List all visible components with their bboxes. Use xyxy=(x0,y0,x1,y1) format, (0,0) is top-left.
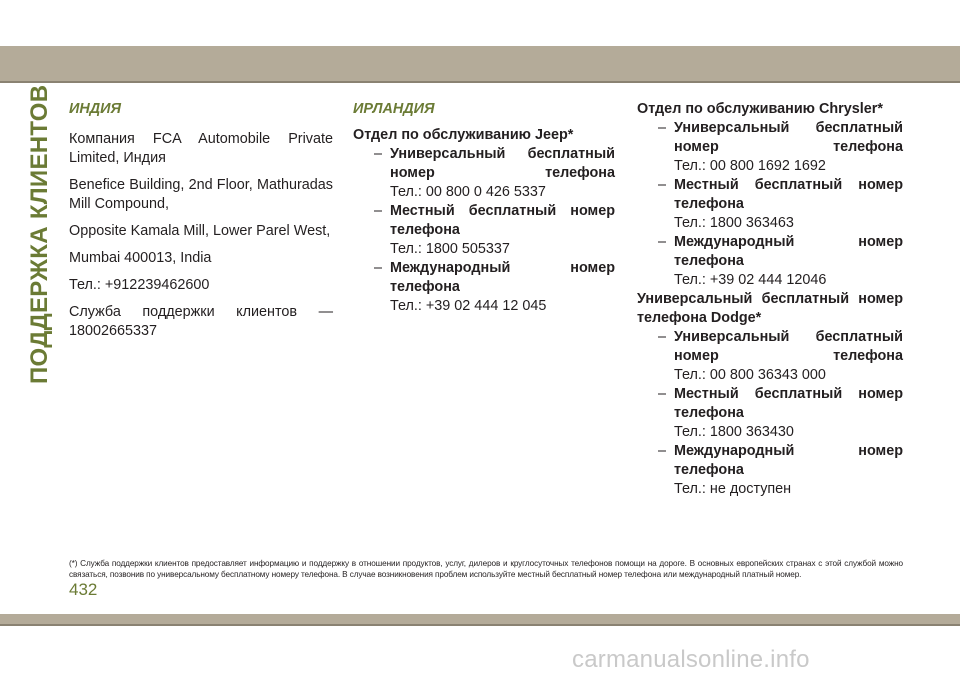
list-dash: – xyxy=(658,177,667,193)
india-paragraph: Mumbai 400013, India xyxy=(69,250,212,266)
chrysler-phone-item xyxy=(637,119,903,176)
chrysler-dodge-column xyxy=(637,100,903,499)
phone-value: Тел.: +39 02 444 12046 xyxy=(674,272,827,288)
chrysler-phone-item xyxy=(637,176,903,233)
chrysler-phone-item xyxy=(637,233,903,290)
india-paragraph: Служба поддержки клиентов — 18002665337 xyxy=(69,304,333,339)
india-paragraph: Компания FCA Automobile Private Limited, Индия xyxy=(69,131,333,166)
phone-value: Тел.: 1800 505337 xyxy=(390,241,510,257)
phone-value: Тел.: +39 02 444 12 045 xyxy=(390,298,547,314)
site-watermark: carmanualsonline.info xyxy=(572,646,810,673)
dodge-phone-item xyxy=(637,442,903,499)
jeep-phone-item xyxy=(353,259,615,316)
india-paragraph: Opposite Kamala Mill, Lower Parel West, xyxy=(69,223,331,239)
jeep-phone-item xyxy=(353,145,615,202)
section-side-title: ПОДДЕРЖКА КЛИЕНТОВ xyxy=(26,84,53,384)
phone-value: Тел.: 00 800 0 426 5337 xyxy=(390,184,546,200)
jeep-phone-item xyxy=(353,202,615,259)
phone-label: Международный номер телефона xyxy=(674,443,903,478)
footnote: (*) Служба поддержки клиентов предоставляет информацию и поддержку в отношении продуктов, услуг, дилеров и круглосуточных телефонов помощи на дороге. В основных европейских странах с этой службой можно связаться, позвонив по универсальному бесплатному номеру телефона. В случае возникновения проблем используйте местный бесплатный номер телефона или международный платный номер. xyxy=(69,559,903,579)
footer-band xyxy=(0,614,960,624)
india-paragraph: Тел.: +912239462600 xyxy=(69,277,210,293)
list-dash: – xyxy=(374,203,383,219)
ireland-heading: ИРЛАНДИЯ xyxy=(353,101,435,117)
footer-band-line xyxy=(0,624,960,626)
page-number: 432 xyxy=(69,580,98,599)
chrysler-service-title: Отдел по обслуживанию Chrysler* xyxy=(637,101,883,117)
jeep-service-title: Отдел по обслуживанию Jeep* xyxy=(353,127,574,143)
phone-label: Универсальный бесплатный номер телефона xyxy=(674,329,903,364)
list-dash: – xyxy=(374,146,383,162)
header-band-line xyxy=(0,81,960,83)
header-band xyxy=(0,46,960,81)
phone-label: Международный номер телефона xyxy=(674,234,903,269)
phone-label: Местный бесплатный номер телефона xyxy=(390,203,615,238)
ireland-column xyxy=(353,100,615,316)
phone-value: Тел.: 1800 363463 xyxy=(674,215,794,231)
list-dash: – xyxy=(658,234,667,250)
phone-value: Тел.: 00 800 1692 1692 xyxy=(674,158,826,174)
list-dash: – xyxy=(658,120,667,136)
india-column xyxy=(69,100,333,349)
phone-value: Тел.: 00 800 36343 000 xyxy=(674,367,826,383)
india-heading: ИНДИЯ xyxy=(69,101,121,117)
phone-label: Универсальный бесплатный номер телефона xyxy=(390,146,615,181)
phone-label: Местный бесплатный номер телефона xyxy=(674,177,903,212)
list-dash: – xyxy=(374,260,383,276)
list-dash: – xyxy=(658,329,667,345)
phone-value: Тел.: 1800 363430 xyxy=(674,424,794,440)
india-paragraph: Benefice Building, 2nd Floor, Mathuradas Mill Compound, xyxy=(69,177,333,212)
dodge-phone-item xyxy=(637,328,903,385)
dodge-service-title: Универсальный бесплатный номер телефона Dodge* xyxy=(637,291,903,326)
dodge-phone-item xyxy=(637,385,903,442)
phone-value: Тел.: не доступен xyxy=(674,481,792,497)
list-dash: – xyxy=(658,443,667,459)
phone-label: Местный бесплатный номер телефона xyxy=(674,386,903,421)
phone-label: Международный номер телефона xyxy=(390,260,615,295)
phone-label: Универсальный бесплатный номер телефона xyxy=(674,120,903,155)
list-dash: – xyxy=(658,386,667,402)
